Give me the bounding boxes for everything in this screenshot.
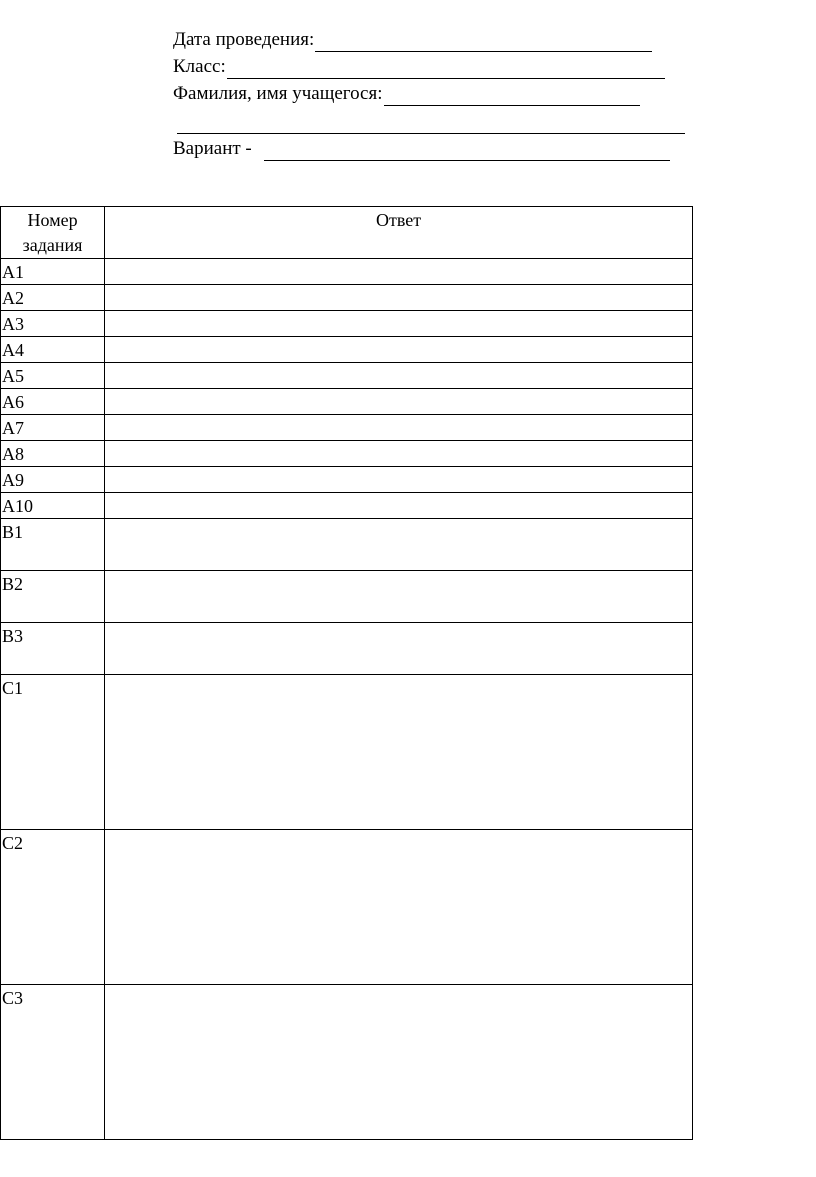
answer-cell[interactable] (105, 519, 693, 571)
table-header-row (1, 207, 693, 259)
table-row (1, 830, 693, 985)
task-cell: А4 (1, 337, 105, 363)
name-continuation-blank[interactable] (177, 113, 685, 134)
answer-cell[interactable] (105, 311, 693, 337)
date-blank[interactable] (315, 31, 652, 52)
answer-table (0, 206, 693, 1140)
task-cell: В1 (1, 519, 105, 571)
answer-cell[interactable] (105, 571, 693, 623)
variant-blank[interactable] (264, 140, 670, 161)
table-row (1, 985, 693, 1140)
task-cell: С3 (1, 985, 105, 1140)
answer-cell[interactable] (105, 363, 693, 389)
table-row (1, 675, 693, 830)
answer-cell[interactable] (105, 441, 693, 467)
answer-cell[interactable] (105, 985, 693, 1140)
variant-line (173, 137, 670, 161)
class-line (173, 55, 665, 79)
task-cell: А1 (1, 259, 105, 285)
answer-cell[interactable] (105, 415, 693, 441)
name-label: Фамилия, имя учащегося: (173, 83, 383, 104)
answer-cell[interactable] (105, 259, 693, 285)
task-cell: А8 (1, 441, 105, 467)
table-row (1, 571, 693, 623)
answer-cell[interactable] (105, 337, 693, 363)
table-row (1, 337, 693, 363)
task-cell: А6 (1, 389, 105, 415)
table-row (1, 467, 693, 493)
table-row (1, 363, 693, 389)
table-row (1, 519, 693, 571)
table-row (1, 259, 693, 285)
task-cell: А10 (1, 493, 105, 519)
task-cell: В3 (1, 623, 105, 675)
table-row (1, 441, 693, 467)
answer-cell[interactable] (105, 467, 693, 493)
date-label: Дата проведения: (173, 29, 315, 50)
answer-cell[interactable] (105, 493, 693, 519)
answer-cell[interactable] (105, 675, 693, 830)
class-label: Класс: (173, 56, 226, 77)
name-continuation-line (177, 110, 685, 134)
class-blank[interactable] (227, 58, 665, 79)
answer-cell[interactable] (105, 623, 693, 675)
task-cell: С1 (1, 675, 105, 830)
task-cell: А5 (1, 363, 105, 389)
task-cell: А9 (1, 467, 105, 493)
task-cell: А7 (1, 415, 105, 441)
task-cell: С2 (1, 830, 105, 985)
table-row (1, 415, 693, 441)
table-row (1, 311, 693, 337)
task-cell: В2 (1, 571, 105, 623)
answer-header: Ответ (105, 207, 693, 259)
answer-cell[interactable] (105, 285, 693, 311)
table-row (1, 389, 693, 415)
answer-cell[interactable] (105, 389, 693, 415)
date-line (173, 28, 652, 52)
variant-label: Вариант - (173, 138, 252, 159)
task-cell: А2 (1, 285, 105, 311)
task-number-header: Номер задания (1, 207, 105, 259)
task-cell: А3 (1, 311, 105, 337)
table-row (1, 623, 693, 675)
answer-cell[interactable] (105, 830, 693, 985)
name-blank[interactable] (384, 85, 640, 106)
name-line (173, 82, 640, 106)
table-row (1, 493, 693, 519)
table-row (1, 285, 693, 311)
